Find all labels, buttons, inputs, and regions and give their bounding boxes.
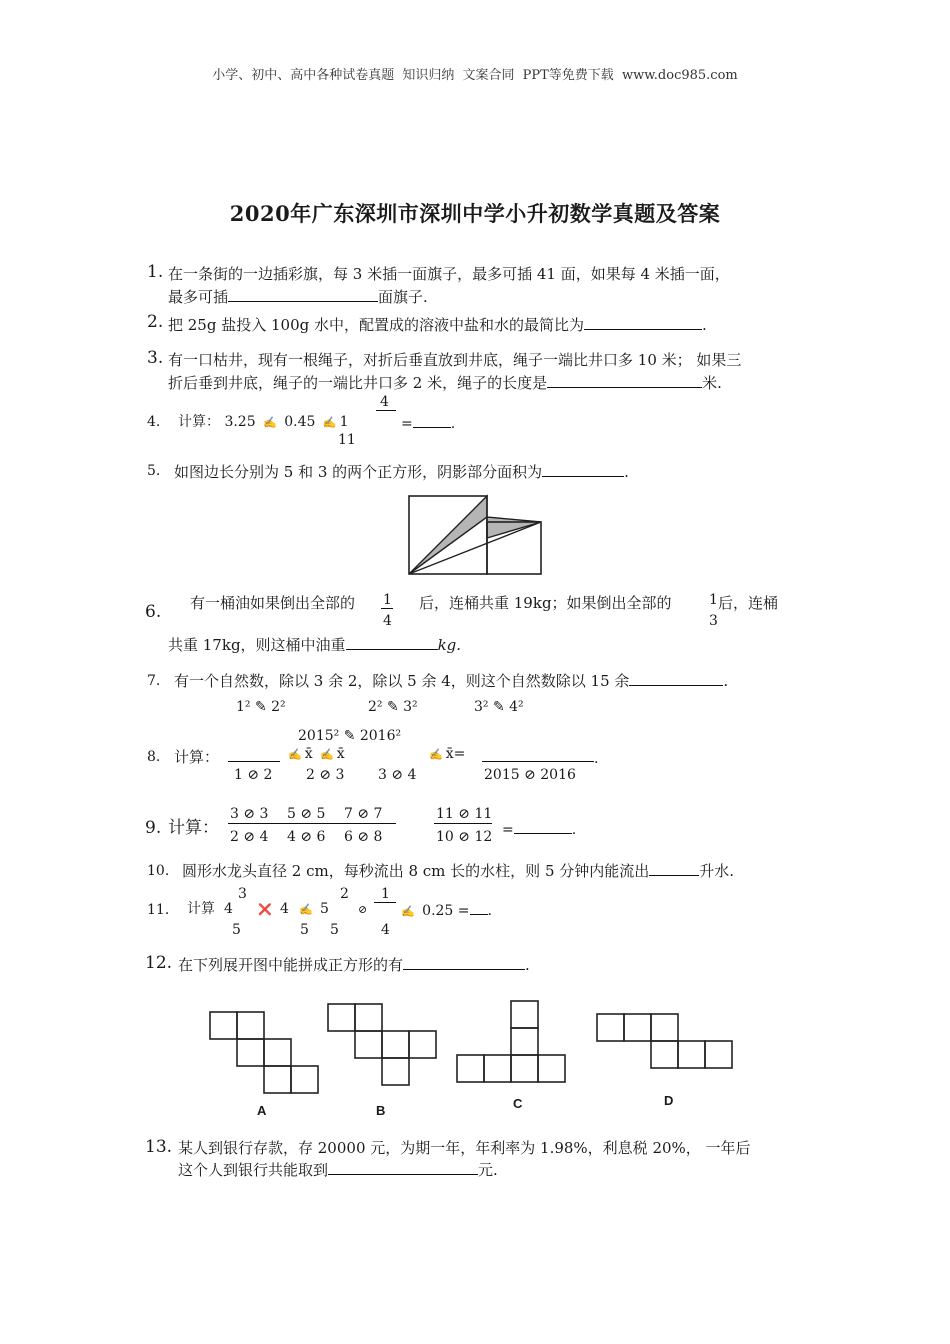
question-11-tail xyxy=(398,899,492,922)
question-13-blank[interactable] xyxy=(328,1159,478,1175)
net-label-b: B xyxy=(376,1103,386,1118)
question-1-number: 1. xyxy=(147,262,164,282)
question-8-x1: x̄ xyxy=(304,746,313,762)
question-10-end: 升水. xyxy=(699,862,735,880)
two-squares-figure xyxy=(407,494,545,576)
question-7-blank[interactable] xyxy=(629,670,723,686)
net-d xyxy=(597,1014,732,1068)
question-2-end: . xyxy=(702,316,707,334)
times-icon: ✍ xyxy=(320,748,334,761)
question-9-text: 计算： xyxy=(168,818,219,838)
question-3-line2 xyxy=(168,372,722,393)
question-11-a-num: 3 xyxy=(238,886,247,902)
question-9-number: 9. xyxy=(145,818,162,838)
question-12-text: 在下列展开图中能拼成正方形的有 xyxy=(178,956,404,974)
question-11-text: 计算 xyxy=(187,901,215,917)
question-13-line2 xyxy=(178,1159,498,1180)
question-5-number: 5. xyxy=(147,463,161,479)
question-13-line1: 某人到银行存款，存 20000 元，为期一年，年利率为 1.98%，利息税 20%， 一年后 xyxy=(178,1139,751,1157)
question-4-number: 4. xyxy=(147,414,161,430)
question-5-line xyxy=(174,461,629,482)
question-3-number: 3. xyxy=(147,348,164,368)
question-9-frac4-den: 10 ⊘ 12 xyxy=(436,829,493,845)
question-6-frac2-den: 3 xyxy=(709,613,718,629)
question-11-end: . xyxy=(487,903,492,919)
question-6-text2: 后，连桶共重 19kg；如果倒出全部的 xyxy=(419,594,672,612)
question-9-frac4-line xyxy=(434,823,492,824)
question-8-frac-line-4 xyxy=(482,761,594,762)
question-6-number: 6. xyxy=(145,602,162,622)
question-8-term3-den: 3 ⊘ 4 xyxy=(378,767,417,783)
question-3-line1: 有一口枯井，现有一根绳子，对折后垂直放到井底，绳子一端比井口多 10 米； 如果三 xyxy=(168,351,742,369)
question-8-term2-den: 2 ⊘ 3 xyxy=(306,767,345,783)
question-4-expression xyxy=(178,412,348,433)
question-10-blank[interactable] xyxy=(649,860,699,876)
question-3-text: 折后垂到井底，绳子的一端比井口多 2 米，绳子的长度是 xyxy=(168,374,548,392)
question-6-blank[interactable] xyxy=(346,634,438,650)
question-2-text: 把 25g 盐投入 100g 水中，配置成的溶液中盐和水的最简比为 xyxy=(168,316,584,334)
question-1-blank[interactable] xyxy=(228,286,378,302)
net-b xyxy=(328,1004,436,1085)
minus-icon: ⊘ xyxy=(358,903,368,916)
question-9-frac-line xyxy=(228,823,396,824)
page-header: 小学、初中、高中各种试卷真题 知识归纳 文案合同 PPT等免费下载 www.doc985.com xyxy=(212,68,738,83)
question-7-end: . xyxy=(723,672,729,690)
question-7-text: 有一个自然数，除以 3 余 2，除以 5 余 4，则这个自然数除以 15 余 xyxy=(174,672,630,690)
question-4-value-b: 1 xyxy=(339,414,349,430)
question-1-text: 最多可插 xyxy=(168,288,229,306)
question-9-answer xyxy=(502,818,576,840)
question-8-term2-num: 2² ✎ 3² xyxy=(368,699,418,715)
question-11-c: 5 xyxy=(320,901,329,917)
question-6-unit: kg. xyxy=(437,636,462,654)
times-icon: ✍ xyxy=(429,748,443,761)
question-12-line xyxy=(178,954,530,975)
question-8-ops-end xyxy=(426,744,465,765)
question-8-end: . xyxy=(594,751,599,767)
question-9-eq: = xyxy=(502,822,514,838)
question-5-end: . xyxy=(624,463,629,481)
question-12-end: . xyxy=(525,956,530,974)
question-3-end: 米. xyxy=(702,374,722,392)
question-11-d-line xyxy=(374,902,396,903)
times-icon: ✍ xyxy=(401,905,415,918)
question-11-d-num: 1 xyxy=(381,886,390,902)
question-6-frac1-den: 4 xyxy=(383,613,392,629)
question-11-a-den: 5 xyxy=(232,922,241,938)
question-4-end: . xyxy=(450,416,456,432)
question-8-frac-line-1 xyxy=(228,761,280,762)
question-9-blank[interactable] xyxy=(514,818,572,834)
question-9-frac2-den: 4 ⊘ 6 xyxy=(287,829,326,845)
question-10-text: 圆形水龙头直径 2 cm，每秒流出 8 cm 长的水柱，则 5 分钟内能流出 xyxy=(182,862,650,880)
times-icon: ✍ xyxy=(299,903,313,916)
question-11-op1 xyxy=(255,899,275,920)
question-11-b: 4 xyxy=(280,901,289,917)
question-6-text1: 有一桶油如果倒出全部的 xyxy=(190,594,356,612)
divide-icon: ❌ xyxy=(258,903,272,916)
question-6-line2-text: 共重 17kg，则这桶中油重 xyxy=(168,636,346,654)
question-8-term4-num: 2015² ✎ 2016² xyxy=(298,728,402,744)
question-6-frac1-line xyxy=(381,608,393,609)
net-label-a: A xyxy=(257,1103,267,1118)
question-6-line2 xyxy=(168,634,461,655)
question-8-x2: x̄ xyxy=(336,746,345,762)
question-4-answer xyxy=(401,412,455,434)
question-4-frac-den: 11 xyxy=(338,432,356,448)
question-1-end: 面旗子. xyxy=(378,288,428,306)
question-4-eq: = xyxy=(401,416,413,432)
question-8-term4-den: 2015 ⊘ 2016 xyxy=(484,767,576,783)
question-7-line xyxy=(174,670,728,691)
question-11-op3 xyxy=(355,899,370,920)
shaded-triangle-right xyxy=(487,517,541,538)
question-8-x3: x̄ xyxy=(445,746,454,762)
question-7-number: 7. xyxy=(147,673,161,689)
times-icon: ✍ xyxy=(263,416,277,429)
question-11-number: 11. xyxy=(147,902,170,918)
question-9-frac3-den: 6 ⊘ 8 xyxy=(344,829,383,845)
question-9-frac4-num: 11 ⊘ 11 xyxy=(436,806,493,822)
question-9-frac1-num: 3 ⊘ 3 xyxy=(230,806,269,822)
question-8-text: 计算： xyxy=(174,748,220,766)
question-11-blank[interactable] xyxy=(470,899,488,915)
question-2-line xyxy=(168,314,707,335)
question-4-blank[interactable] xyxy=(413,412,451,428)
question-12-blank[interactable] xyxy=(403,954,525,970)
question-11-c-num: 2 xyxy=(340,886,349,902)
question-8-ops xyxy=(285,744,345,765)
times-icon: ✍ xyxy=(288,748,302,761)
question-4-text: 计算： 3.25 xyxy=(178,414,256,430)
question-4-frac-line xyxy=(376,410,396,411)
times-icon: ✍ xyxy=(322,416,337,429)
question-11-d-den: 4 xyxy=(381,922,390,938)
question-13-text: 这个人到银行共能取到 xyxy=(178,1161,329,1179)
question-8-term1-den: 1 ⊘ 2 xyxy=(234,767,273,783)
question-9-frac1-den: 2 ⊘ 4 xyxy=(230,829,269,845)
question-11-eq: = xyxy=(457,903,470,919)
question-4-value-a: 0.45 xyxy=(284,414,316,430)
question-6-frac2-num: 1 xyxy=(709,592,718,608)
cube-nets-figure xyxy=(200,994,790,1124)
question-8-number: 8. xyxy=(147,749,161,765)
question-11-e: 0.25 xyxy=(422,903,454,919)
diagonal-line xyxy=(409,522,541,574)
question-5-blank[interactable] xyxy=(542,461,624,477)
net-label-d: D xyxy=(664,1093,674,1108)
question-10-number: 10. xyxy=(147,863,170,879)
question-1-line1: 在一条街的一边插彩旗，每 3 米插一面旗子，最多可插 41 面，如果每 4 米插一面， xyxy=(168,265,730,283)
question-5-text: 如图边长分别为 5 和 3 的两个正方形，阴影部分面积为 xyxy=(174,463,543,481)
question-3-blank[interactable] xyxy=(547,372,702,388)
question-6-frac1-num: 1 xyxy=(383,592,392,608)
question-12-number: 12. xyxy=(145,953,173,973)
question-13-number: 13. xyxy=(145,1137,173,1157)
question-9-frac3-num: 7 ⊘ 7 xyxy=(344,806,383,822)
net-label-c: C xyxy=(513,1096,523,1111)
question-8-term1-num: 1² ✎ 2² xyxy=(236,699,286,715)
question-9-end: . xyxy=(571,822,577,838)
question-11-c-den: 5 xyxy=(330,922,339,938)
question-10-line xyxy=(182,860,734,881)
question-11-a: 4 xyxy=(224,901,233,917)
question-11-op2 xyxy=(296,899,316,920)
page-title: 2020年广东深圳市深圳中学小升初数学真题及答案 xyxy=(229,201,721,226)
net-a xyxy=(210,1012,318,1093)
question-4-frac-num: 4 xyxy=(380,394,389,410)
net-c xyxy=(457,1001,565,1082)
question-9-frac2-num: 5 ⊘ 5 xyxy=(287,806,326,822)
question-11-b-den: 5 xyxy=(300,922,309,938)
question-2-blank[interactable] xyxy=(584,314,702,330)
question-1-line2 xyxy=(168,286,428,307)
question-8-eq: = xyxy=(453,746,466,762)
question-8-term3-num: 3² ✎ 4² xyxy=(474,699,524,715)
question-2-number: 2. xyxy=(147,312,164,332)
question-13-end: 元. xyxy=(478,1161,498,1179)
question-6-text3: 后，连桶 xyxy=(718,594,779,612)
shaded-triangle-left xyxy=(409,496,487,574)
